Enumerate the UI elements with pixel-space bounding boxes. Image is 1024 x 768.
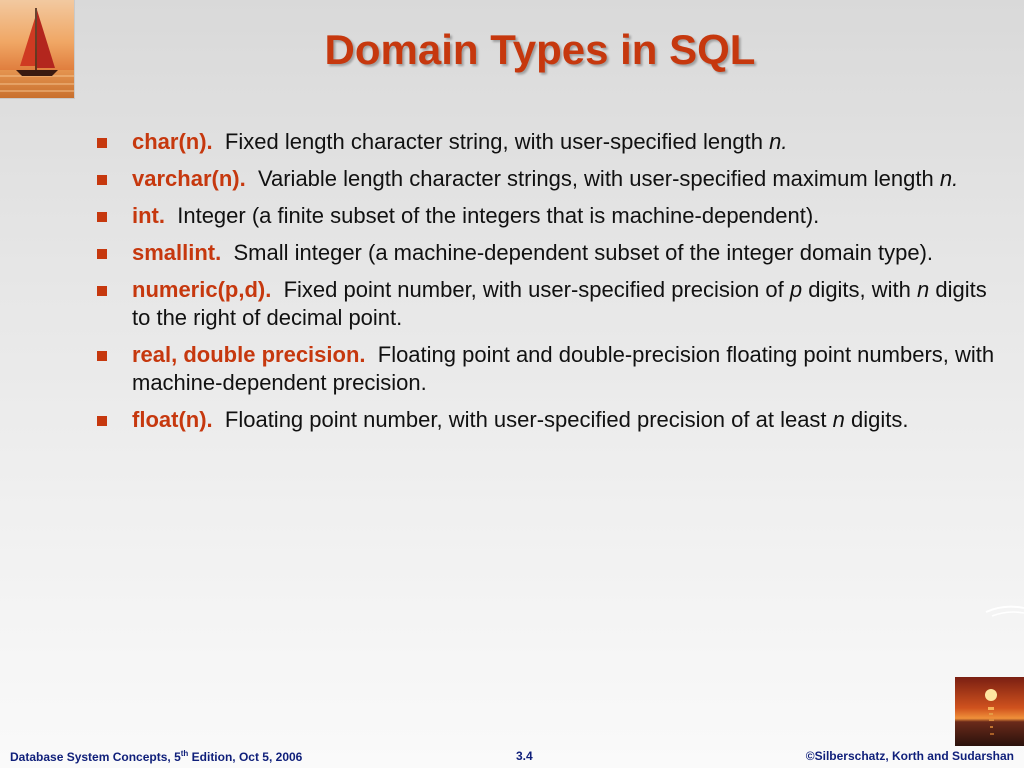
footer-copyright: ©Silberschatz, Korth and Sudarshan (805, 749, 1014, 763)
slide-title: Domain Types in SQL (324, 26, 756, 73)
bullet-char (96, 128, 996, 156)
bullet-int (96, 202, 996, 230)
term-smallint: smallint. (132, 240, 222, 265)
desc-numeric-c: digits to the right of decimal point. (132, 277, 987, 330)
desc-numeric-p: p (789, 277, 803, 302)
decorative-wave-lines (984, 596, 1024, 626)
desc-numeric-b: digits, with (802, 277, 918, 302)
bullet-float (96, 406, 996, 434)
desc-varchar-var: n. (939, 166, 959, 191)
desc-float-b: digits. (844, 407, 909, 432)
term-varchar: varchar(n). (132, 166, 246, 191)
square-bullet-icon (97, 416, 107, 426)
term-numeric: numeric(p,d). (132, 277, 272, 302)
sunset-logo-icon (955, 677, 1024, 746)
desc-smallint: Small integer (a machine-dependent subset of the integer domain type). (233, 240, 934, 265)
bullet-varchar (96, 165, 996, 193)
desc-varchar: Variable length character strings, with user-specified maximum length (257, 166, 940, 191)
desc-char: Fixed length character string, with user-specified length (224, 129, 770, 154)
bullet-smallint (96, 239, 996, 267)
footer-page-number: 3.4 (516, 749, 533, 763)
desc-float-a: Floating point number, with user-specified precision of at least (224, 407, 833, 432)
desc-numeric-a: Fixed point number, with user-specified precision of (283, 277, 790, 302)
term-int: int. (132, 203, 165, 228)
square-bullet-icon (97, 249, 107, 259)
desc-int: Integer (a finite subset of the integers that is machine-dependent). (177, 203, 820, 228)
term-float: float(n). (132, 407, 213, 432)
footer (0, 748, 1024, 768)
footer-book-edition: Database System Concepts, 5th Edition, Oct 5, 2006 (10, 749, 303, 764)
square-bullet-icon (97, 286, 107, 296)
desc-char-var: n. (769, 129, 788, 154)
desc-float-n: n (832, 407, 845, 432)
square-bullet-icon (97, 138, 107, 148)
bullet-list (96, 128, 996, 443)
term-char: char(n). (132, 129, 213, 154)
bullet-real (96, 341, 996, 397)
term-real: real, double precision. (132, 342, 366, 367)
square-bullet-icon (97, 175, 107, 185)
square-bullet-icon (97, 212, 107, 222)
bullet-numeric (96, 276, 996, 332)
square-bullet-icon (97, 351, 107, 361)
desc-numeric-n: n (917, 277, 930, 302)
desc-real: Floating point and double-precision floating point numbers, with machine-dependent precision. (132, 342, 995, 395)
